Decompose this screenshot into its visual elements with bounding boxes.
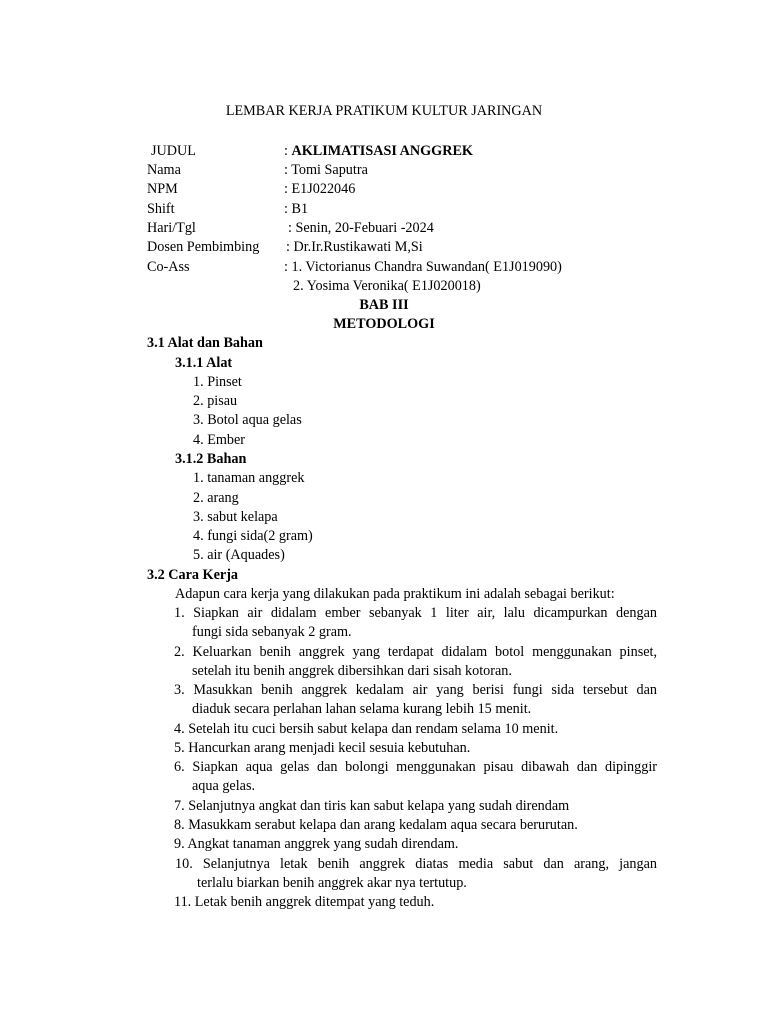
list-item: 4. fungi sida(2 gram): [193, 528, 313, 544]
shift-label: Shift: [147, 201, 175, 217]
list-item: 2. pisau: [193, 393, 238, 409]
step-1-line-2: fungi sida sebanyak 2 gram.: [192, 624, 352, 640]
subsection-heading-alat: 3.1.1 Alat: [175, 355, 233, 371]
judul-value: : AKLIMATISASI ANGGREK: [284, 143, 473, 159]
dosen-value: : Dr.Ir.Rustikawati M,Si: [286, 239, 423, 255]
list-item: 4. Ember: [193, 432, 246, 448]
step-2-line-2: setelah itu benih anggrek dibersihkan dari sisah kotoran.: [192, 663, 512, 679]
coass-value-1: : 1. Victorianus Chandra Suwandan( E1J019090): [284, 259, 562, 275]
dosen-label: Dosen Pembimbing: [147, 239, 260, 255]
haritgl-label: Hari/Tgl: [147, 220, 196, 236]
step-6-line-2: aqua gelas.: [192, 778, 256, 794]
shift-value: : B1: [284, 201, 309, 217]
step-3-line-2: diaduk secara perlahan lahan selama kurang lebih 15 menit.: [192, 701, 532, 717]
list-item: 1. tanaman anggrek: [193, 470, 305, 486]
subsection-heading-bahan: 3.1.2 Bahan: [175, 451, 247, 467]
step-10-line-2: terlalu biarkan benih anggrek akar nya tertutup.: [197, 875, 467, 891]
step-7: 7. Selanjutnya angkat dan tiris kan sabut kelapa yang sudah direndam: [174, 798, 570, 814]
step-6-line-1: 6. Siapkan aqua gelas dan bolongi menggunakan pisau dibawah dan dipinggir: [174, 759, 657, 775]
chapter-title: METODOLOGI: [333, 316, 435, 332]
coass-value-2: 2. Yosima Veronika( E1J020018): [293, 278, 481, 294]
judul-text: AKLIMATISASI ANGGREK: [291, 143, 473, 159]
list-item: 5. air (Aquades): [193, 547, 285, 563]
step-10-line-1: 10. Selanjutnya letak benih anggrek diatas media sabut dan arang, jangan: [175, 856, 657, 872]
list-item: 2. arang: [193, 490, 239, 506]
list-item: 3. Botol aqua gelas: [193, 412, 302, 428]
step-5: 5. Hancurkan arang menjadi kecil sesuia kebutuhan.: [174, 740, 471, 756]
section-heading-3-2: 3.2 Cara Kerja: [147, 567, 239, 583]
intro-paragraph: Adapun cara kerja yang dilakukan pada praktikum ini adalah sebagai berikut:: [175, 586, 615, 602]
list-item: 1. Pinset: [193, 374, 242, 390]
step-3-line-1: 3. Masukkan benih anggrek kedalam air yang berisi fungi sida tersebut dan: [174, 682, 657, 698]
nama-value: : Tomi Saputra: [284, 162, 368, 178]
section-heading-3-1: 3.1 Alat dan Bahan: [147, 335, 263, 351]
haritgl-value: : Senin, 20-Febuari -2024: [288, 220, 434, 236]
step-2-line-1: 2. Keluarkan benih anggrek yang terdapat didalam botol menggunakan pinset,: [174, 644, 657, 660]
list-item: 3. sabut kelapa: [193, 509, 278, 525]
step-11: 11. Letak benih anggrek ditempat yang teduh.: [174, 894, 435, 910]
document-title: LEMBAR KERJA PRATIKUM KULTUR JARINGAN: [225, 103, 543, 119]
step-4: 4. Setelah itu cuci bersih sabut kelapa dan rendam selama 10 menit.: [174, 721, 559, 737]
step-8: 8. Masukkam serabut kelapa dan arang kedalam aqua secara berurutan.: [174, 817, 578, 833]
step-1-line-1: 1. Siapkan air didalam ember sebanyak 1 liter air, lalu dicampurkan dengan: [174, 605, 657, 621]
nama-label: Nama: [147, 162, 181, 178]
judul-label: JUDUL: [151, 143, 196, 159]
step-9: 9. Angkat tanaman anggrek yang sudah direndam.: [174, 836, 459, 852]
npm-label: NPM: [147, 181, 178, 197]
npm-value: : E1J022046: [284, 181, 356, 197]
coass-label: Co-Ass: [147, 259, 190, 275]
chapter-number: BAB III: [359, 297, 409, 313]
